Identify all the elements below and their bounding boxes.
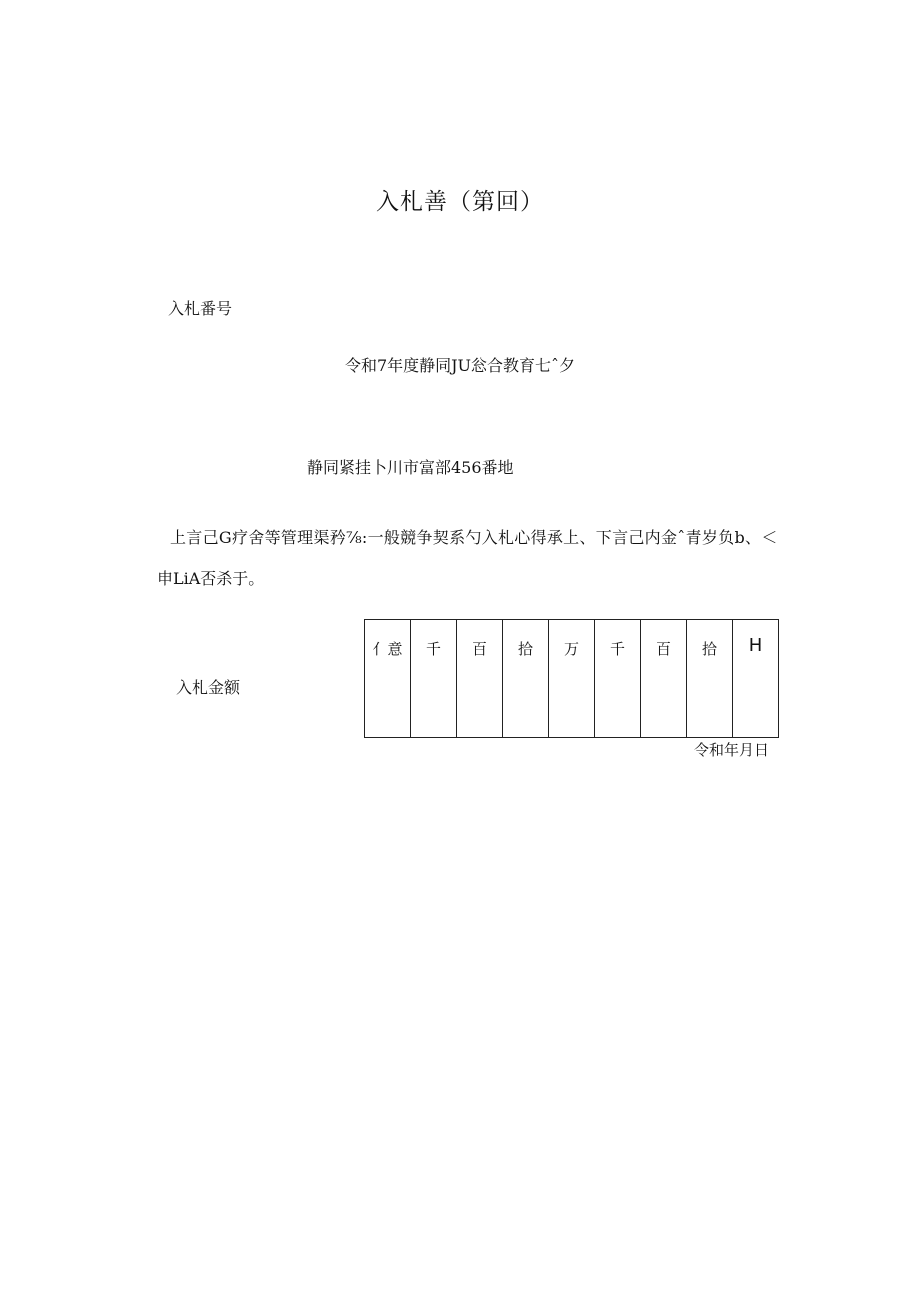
amount-unit-label: 百 (471, 640, 487, 658)
amount-unit-label: 千 (609, 640, 625, 658)
amount-cell-juu-man[interactable] (503, 620, 549, 738)
amount-cell-oku[interactable] (365, 620, 411, 738)
amount-unit-label: 百 (655, 640, 671, 658)
bid-amount-label: 入札金额 (176, 678, 241, 697)
statement-line-1: 上言己G疗舍等管理渠矜⅞:一般競争契系勺入札心得承上、下言己内金ˆ青岁负b、＜ (170, 528, 778, 547)
amount-cell-sen-man[interactable] (411, 620, 457, 738)
amount-cell-hyaku[interactable] (641, 620, 687, 738)
bid-number-label: 入札番号 (168, 299, 233, 318)
amount-unit-label: H (748, 635, 763, 656)
amount-digit-row (365, 620, 779, 738)
amount-unit-label: 亻意 (372, 640, 403, 658)
document-title: 入札善（第回） (376, 189, 544, 215)
bid-amount-table (364, 619, 779, 738)
amount-unit-label: 拾 (701, 640, 717, 658)
address: 静同紧挂卜川市富部456番地 (307, 458, 514, 477)
statement-line-2: 申LiA否杀于。 (157, 569, 265, 588)
amount-cell-man[interactable] (549, 620, 595, 738)
amount-unit-label: 千 (425, 640, 441, 658)
amount-unit-label: 拾 (517, 640, 533, 658)
amount-cell-yen[interactable] (733, 620, 779, 738)
project-name: 令和7年度静同JU忩合教育七ˆ夕 (344, 356, 576, 375)
amount-cell-sen[interactable] (595, 620, 641, 738)
date-line: 令和年月日 (694, 741, 770, 759)
amount-cell-juu[interactable] (687, 620, 733, 738)
amount-unit-label: 万 (563, 640, 579, 658)
amount-cell-hyaku-man[interactable] (457, 620, 503, 738)
